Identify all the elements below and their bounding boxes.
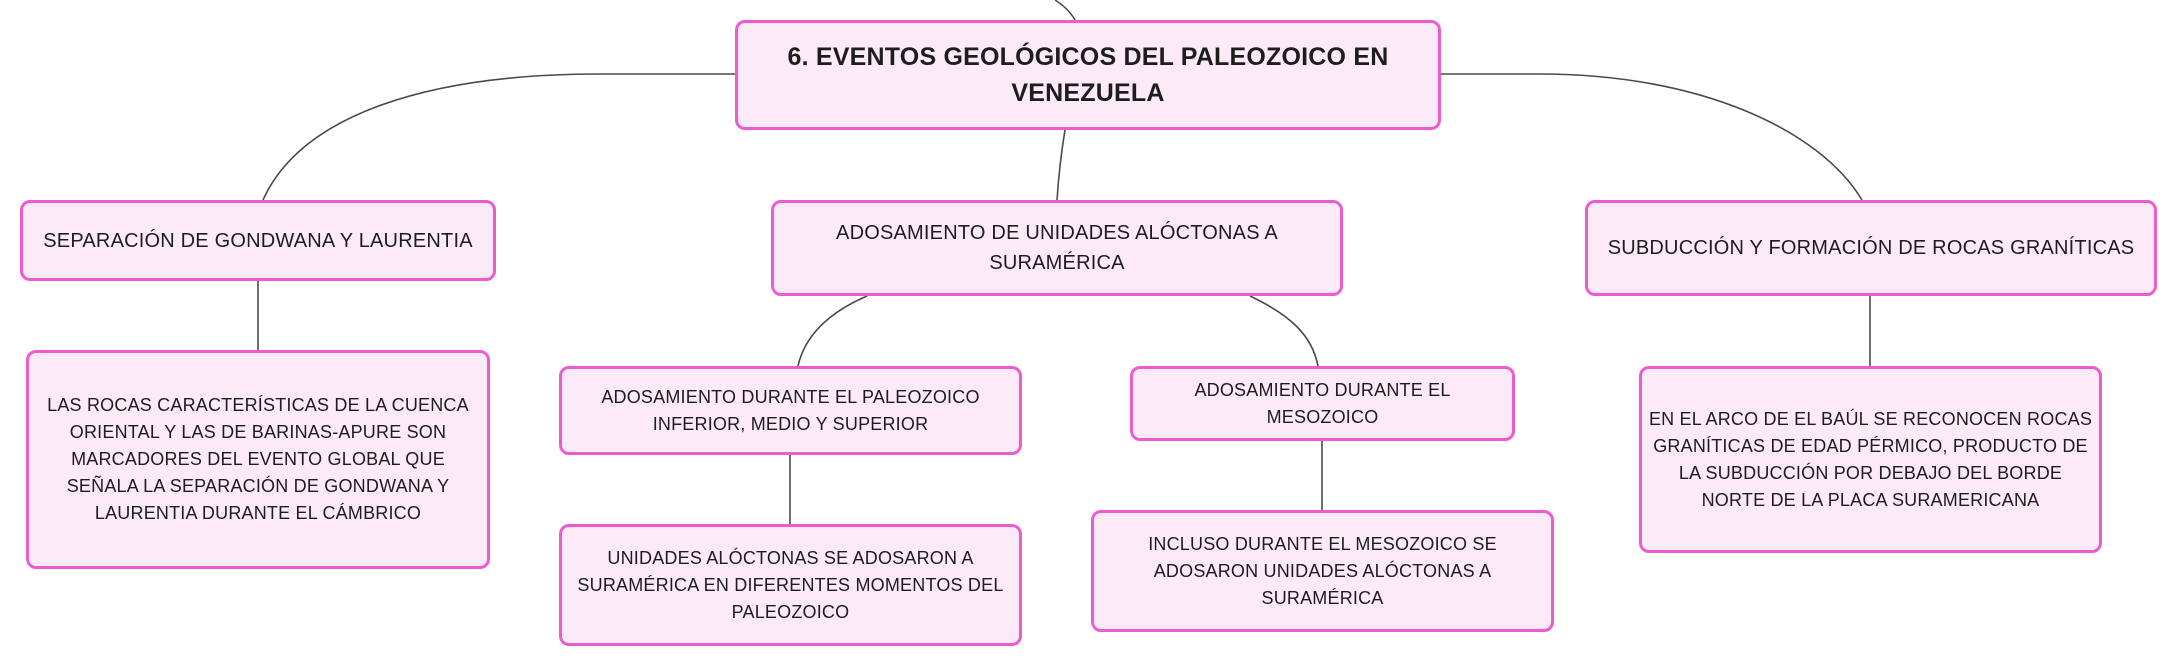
topic-label-allochthonous-accretion: ADOSAMIENTO DE UNIDADES ALÓCTONAS A SURAMÉRICA — [836, 222, 1278, 274]
detail-text-paleozoic-accretion: UNIDADES ALÓCTONAS SE ADOSARON A SURAMÉRICA EN DIFERENTES MOMENTOS DEL PALEOZOICO — [577, 547, 1004, 622]
detail-node-subduction[interactable] — [1639, 366, 2102, 553]
detail-node-paleozoic-accretion[interactable] — [559, 524, 1022, 646]
topic-node-allochthonous-accretion[interactable] — [771, 200, 1343, 296]
connector-root-to-gondwana — [263, 74, 735, 200]
topic-label-gondwana-separation: SEPARACIÓN DE GONDWANA Y LAURENTIA — [43, 229, 473, 252]
detail-text-mesozoic-accretion: INCLUSO DURANTE EL MESOZOICO SE ADOSARON UNIDADES ALÓCTONAS A SURAMÉRICA — [1148, 533, 1497, 608]
connector-root-to-adosamiento — [1057, 130, 1065, 200]
subtopic-label-mesozoic-accretion: ADOSAMIENTO DURANTE EL MESOZOICO — [1194, 379, 1451, 427]
connector-parent-offscreen-to-root — [1055, 0, 1075, 20]
topic-label-subduction: SUBDUCCIÓN Y FORMACIÓN DE ROCAS GRANÍTICAS — [1607, 237, 2135, 259]
connector-root-to-subduccion — [1441, 74, 1862, 200]
detail-node-mesozoic-accretion[interactable] — [1091, 510, 1554, 632]
detail-node-gondwana[interactable] — [26, 350, 490, 569]
connector-adosamiento-to-paleozoico — [798, 296, 867, 366]
root-topic-label: 6. EVENTOS GEOLÓGICOS DEL PALEOZOICO EN VENEZUELA — [787, 43, 1389, 107]
root-topic-node[interactable] — [735, 20, 1441, 130]
detail-text-subduction: EN EL ARCO DE EL BAÚL SE RECONOCEN ROCAS GRANÍTICAS DE EDAD PÉRMICO, PRODUCTO DE LA SUBDUCCIÓN POR DEBAJO DEL BORDE NORTE DE LA PLACA SURAMERICANA — [1648, 408, 2093, 510]
connector-adosamiento-to-mesozoico — [1250, 296, 1318, 366]
topic-node-subduction[interactable] — [1585, 200, 2157, 296]
subtopic-label-paleozoic-accretion: ADOSAMIENTO DURANTE EL PALEOZOICO INFERIOR, MEDIO Y SUPERIOR — [601, 386, 980, 434]
topic-node-gondwana-separation[interactable] — [20, 200, 496, 281]
subtopic-node-mesozoic-accretion[interactable] — [1130, 366, 1515, 441]
detail-text-gondwana: LAS ROCAS CARACTERÍSTICAS DE LA CUENCA ORIENTAL Y LAS DE BARINAS-APURE SON MARCADORES DEL EVENTO GLOBAL QUE SEÑALA LA SEPARACIÓN DE GONDWANA Y LAURENTIA DURANTE EL CÁMBRICO — [47, 395, 469, 523]
subtopic-node-paleozoic-accretion[interactable] — [559, 366, 1022, 455]
